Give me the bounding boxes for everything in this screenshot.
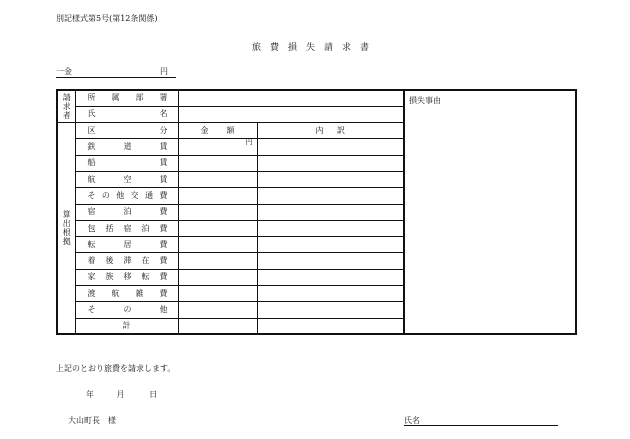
date-month: 月 xyxy=(116,390,125,399)
calc-total-label: 計 xyxy=(75,318,178,334)
claimant-group-label: 請求者 xyxy=(57,90,75,123)
spread-label: 包 括 宿 泊 費 xyxy=(87,223,168,233)
calc-row-label xyxy=(75,155,178,171)
calc-group-label: 算出根拠 xyxy=(57,123,75,335)
calc-row-label xyxy=(75,302,178,318)
loss-reason-box[interactable] xyxy=(404,90,576,334)
calc-row-label xyxy=(75,171,178,187)
date-year: 年 xyxy=(86,390,94,399)
calc-row-amount[interactable] xyxy=(178,139,257,155)
calc-row-details[interactable] xyxy=(257,269,404,285)
calc-row-amount[interactable] xyxy=(178,286,257,302)
document-title: 旅費損失請求書 xyxy=(251,43,378,53)
calc-row-label xyxy=(75,286,178,302)
calc-row-details[interactable] xyxy=(257,139,404,155)
calc-total-details[interactable] xyxy=(257,318,404,334)
spread-label: 着 後 滞 在 費 xyxy=(87,256,168,266)
header-amount xyxy=(178,123,257,139)
spread-label: 氏 名 xyxy=(87,109,168,119)
header-category xyxy=(75,123,178,139)
calc-row-details[interactable] xyxy=(257,302,404,318)
spread-label: 内 訳 xyxy=(315,125,345,135)
amount-line[interactable] xyxy=(56,66,176,78)
claim-statement: 上記のとおり旅費を請求します。 xyxy=(56,364,176,373)
spread-label: 渡 航 雑 費 xyxy=(87,288,168,298)
spread-label: 区 分 xyxy=(87,125,168,135)
calc-row-amount[interactable] xyxy=(178,155,257,171)
yen-mark: 円 xyxy=(245,138,253,147)
calc-row-details[interactable] xyxy=(257,171,404,187)
signature-label: 氏名 xyxy=(404,416,420,425)
calc-row-details[interactable] xyxy=(257,286,404,302)
header-details xyxy=(257,123,404,139)
calc-row-amount[interactable] xyxy=(178,220,257,236)
claimant-row-label xyxy=(75,106,178,122)
calc-row-label xyxy=(75,237,178,253)
calc-row-details[interactable] xyxy=(257,253,404,269)
spread-label: そ の 他 xyxy=(87,305,168,314)
claimant-department-field[interactable] xyxy=(178,90,404,106)
calc-row-details[interactable] xyxy=(257,204,404,220)
calc-row-amount[interactable] xyxy=(178,204,257,220)
spread-label: 転 居 費 xyxy=(87,239,168,249)
spread-label: そ の 他 交 通 費 xyxy=(87,190,168,200)
date-day: 日 xyxy=(149,390,158,399)
calc-row-label xyxy=(75,139,178,155)
calc-row-details[interactable] xyxy=(257,188,404,204)
claim-table xyxy=(56,89,577,335)
spread-label: 航 空 賃 xyxy=(87,174,168,184)
calc-row-label xyxy=(75,188,178,204)
spread-label: 金 額 xyxy=(200,125,235,135)
calc-row-details[interactable] xyxy=(257,155,404,171)
calc-row-label xyxy=(75,269,178,285)
calc-row-label xyxy=(75,253,178,269)
spread-label: 所 属 部 署 xyxy=(87,93,168,103)
claimant-name-field[interactable] xyxy=(178,106,404,122)
calc-row-amount[interactable] xyxy=(178,302,257,318)
signature-line[interactable] xyxy=(404,415,558,426)
spread-label: 船 賃 xyxy=(87,158,168,168)
spread-label: 鉄 道 賃 xyxy=(87,142,168,152)
calc-total-amount[interactable] xyxy=(178,318,257,334)
amount-unit: 円 xyxy=(160,67,168,76)
calc-row-details[interactable] xyxy=(257,220,404,236)
calc-row-amount[interactable] xyxy=(178,253,257,269)
calc-row-details[interactable] xyxy=(257,237,404,253)
calc-row-amount[interactable] xyxy=(178,171,257,187)
spread-label: 家 族 移 転 費 xyxy=(87,272,168,282)
calc-row-label xyxy=(75,204,178,220)
amount-prefix: 一金 xyxy=(56,67,72,76)
addressee: 大山町長 様 xyxy=(68,416,116,425)
spread-label: 宿 泊 費 xyxy=(87,207,168,217)
date-line[interactable] xyxy=(86,389,157,400)
loss-reason-label: 損失事由 xyxy=(409,96,441,105)
claimant-row-label xyxy=(75,90,178,106)
calc-row-amount[interactable] xyxy=(178,237,257,253)
form-reference: 別記様式第5号(第12条関係) xyxy=(56,14,158,23)
calc-row-amount[interactable] xyxy=(178,188,257,204)
calc-row-amount[interactable] xyxy=(178,269,257,285)
calc-row-label xyxy=(75,220,178,236)
